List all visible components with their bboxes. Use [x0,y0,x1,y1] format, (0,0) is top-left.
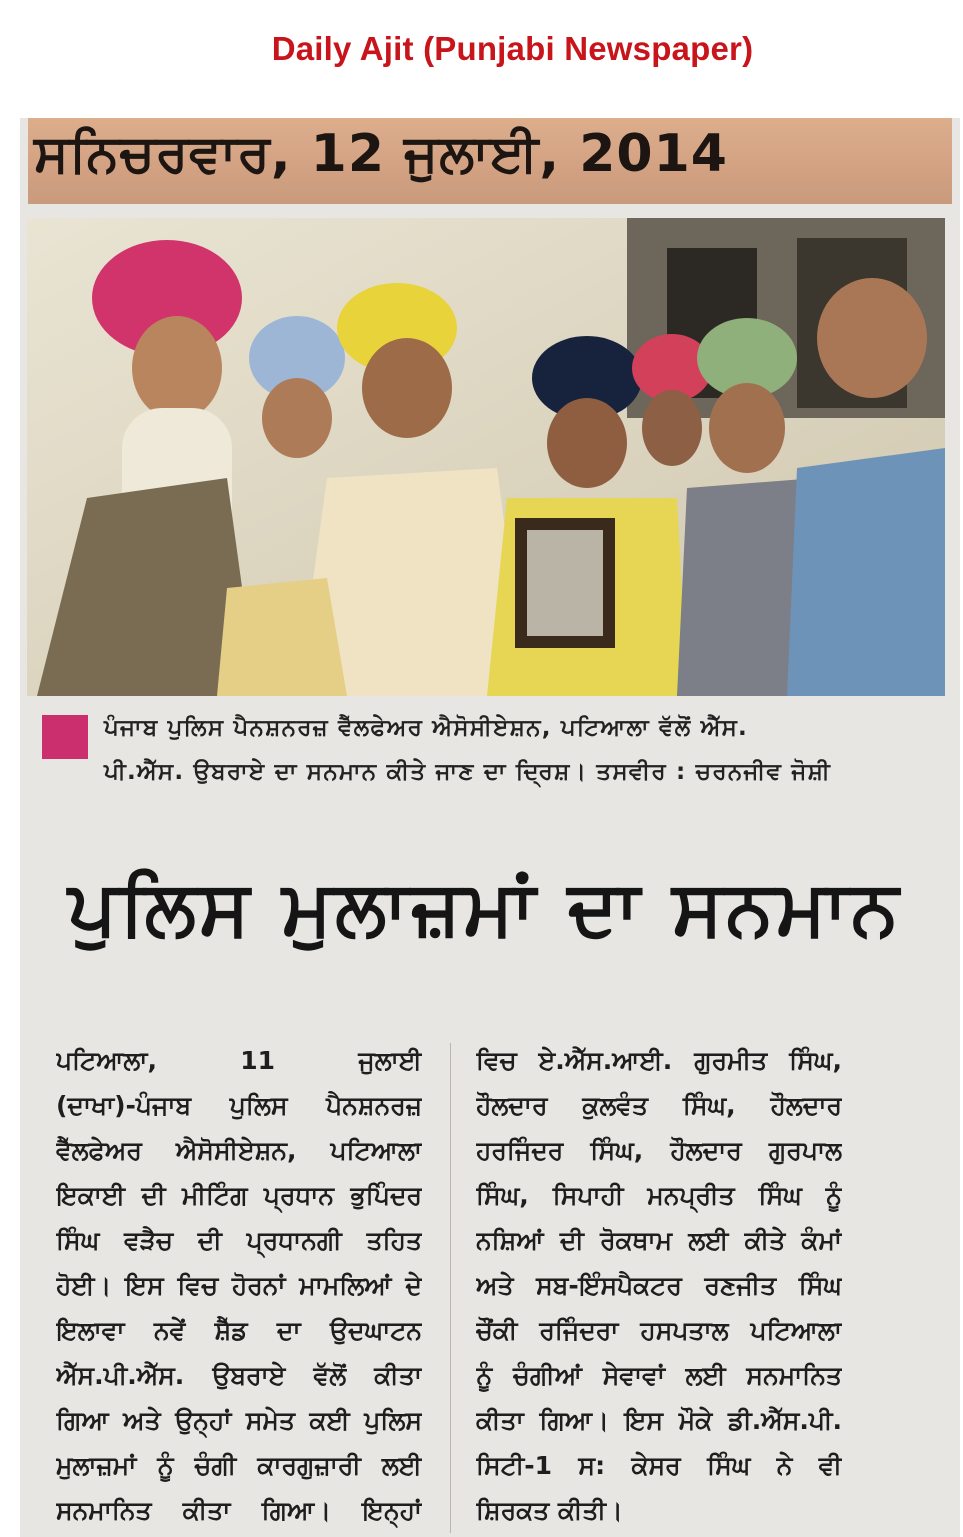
article-line: ਸਿਟੀ-1 ਸ: ਕੇਸਰ ਸਿੰਘ ਨੇ ਵੀ [476,1451,842,1480]
column-divider [450,1043,451,1533]
photo-caption [42,713,890,803]
article-line: ਸਿੰਘ, ਸਿਪਾਹੀ ਮਨਪ੍ਰੀਤ ਸਿੰਘ ਨੂੰ [476,1181,842,1210]
article-line: ਅਤੇ ਸਬ-ਇੰਸਪੈਕਟਰ ਰਣਜੀਤ ਸਿੰਘ [476,1271,842,1300]
article-line: (ਦਾਖਾ)-ਪੰਜਾਬ ਪੁਲਿਸ ਪੈਨਸ਼ਨਰਜ਼ [56,1091,422,1120]
article-line: ਸ਼ਿਰਕਤ ਕੀਤੀ। [476,1496,623,1525]
article-line: ਮੁਲਾਜ਼ਮਾਂ ਨੂੰ ਚੰਗੀ ਕਾਰਗੁਜ਼ਾਰੀ ਲਈ [56,1451,422,1480]
article-line: ਕੀਤਾ ਗਿਆ। ਇਸ ਮੌਕੇ ਡੀ.ਐੱਸ.ਪੀ. [476,1406,842,1435]
source-title: Daily Ajit (Punjabi Newspaper) [271,30,754,67]
article-line: ਵੈੱਲਫੇਅਰ ਐਸੋਸੀਏਸ਼ਨ, ਪਟਿਆਲਾ [56,1136,422,1165]
article-line: ਐੱਸ.ਪੀ.ਐੱਸ. ਉਬਰਾਏ ਵੱਲੋਂ ਕੀਤਾ [56,1361,422,1390]
caption-marker [42,715,88,759]
caption-line-2: ਪੀ.ਐੱਸ. ਉਬਰਾਏ ਦਾ ਸਨਮਾਨ ਕੀਤੇ ਜਾਣ ਦਾ ਦ੍ਰਿਸ਼। ਤਸਵੀਰ : ਚਰਨਜੀਵ ਜੋਸ਼ੀ [104,759,832,785]
article-line: ਹੋਈ। ਇਸ ਵਿਚ ਹੋਰਨਾਂ ਮਾਮਲਿਆਂ ਦੇ [56,1271,422,1300]
newspaper-clipping [20,118,960,1537]
article-line: ਹਰਜਿੰਦਰ ਸਿੰਘ, ਹੌਲਦਾਰ ਗੁਰਪਾਲ [476,1136,842,1165]
article-line: ਹੌਲਦਾਰ ਕੁਲਵੰਤ ਸਿੰਘ, ਹੌਲਦਾਰ [476,1091,842,1120]
article-line: ਵਿਚ ਏ.ਐੱਸ.ਆਈ. ਗੁਰਮੀਤ ਸਿੰਘ, [476,1046,842,1075]
article-line: ਸਨਮਾਨਿਤ ਕੀਤਾ ਗਿਆ। ਇਨ੍ਹਾਂ [56,1496,422,1525]
article-line: ਇਲਾਵਾ ਨਵੇਂ ਸ਼ੈੱਡ ਦਾ ਉਦਘਾਟਨ [56,1316,422,1345]
photo-illustration [27,218,945,696]
article-line: ਇਕਾਈ ਦੀ ਮੀਟਿੰਗ ਪ੍ਰਧਾਨ ਭੁਪਿੰਦਰ [56,1181,422,1210]
article-line: ਨਸ਼ਿਆਂ ਦੀ ਰੋਕਥਾਮ ਲਈ ਕੀਤੇ ਕੰਮਾਂ [476,1226,842,1255]
dateline: ਸਨਿਚਰਵਾਰ, 12 ਜੁਲਾਈ, 2014 [34,124,728,184]
article-line: ਪਟਿਆਲਾ, 11 ਜੁਲਾਈ [56,1046,422,1075]
article-line: ਸਿੰਘ ਵੜੈਚ ਦੀ ਪ੍ਰਧਾਨਗੀ ਤਹਿਤ [56,1226,422,1255]
caption-line-1: ਪੰਜਾਬ ਪੁਲਿਸ ਪੈਨਸ਼ਨਰਜ਼ ਵੈੱਲਫੇਅਰ ਐਸੋਸੀਏਸ਼ਨ, ਪਟਿਆਲਾ ਵੱਲੋਂ ਐੱਸ. [104,715,748,741]
article-line: ਗਿਆ ਅਤੇ ਉਨ੍ਹਾਂ ਸਮੇਤ ਕਈ ਪੁਲਿਸ [56,1406,422,1435]
headline: ਪੁਲਿਸ ਮੁਲਾਜ਼ਮਾਂ ਦਾ ਸਨਮਾਨ [68,863,902,952]
dateline-band [28,118,952,204]
article-line: ਨੂੰ ਚੰਗੀਆਂ ਸੇਵਾਵਾਂ ਲਈ ਸਨਮਾਨਿਤ [476,1361,842,1390]
article-line: ਚੌਂਕੀ ਰਜਿੰਦਰਾ ਹਸਪਤਾਲ ਪਟਿਆਲਾ [476,1316,842,1345]
article-column-left [56,1038,422,1533]
article-column-right [476,1038,842,1533]
news-photo [27,218,945,696]
